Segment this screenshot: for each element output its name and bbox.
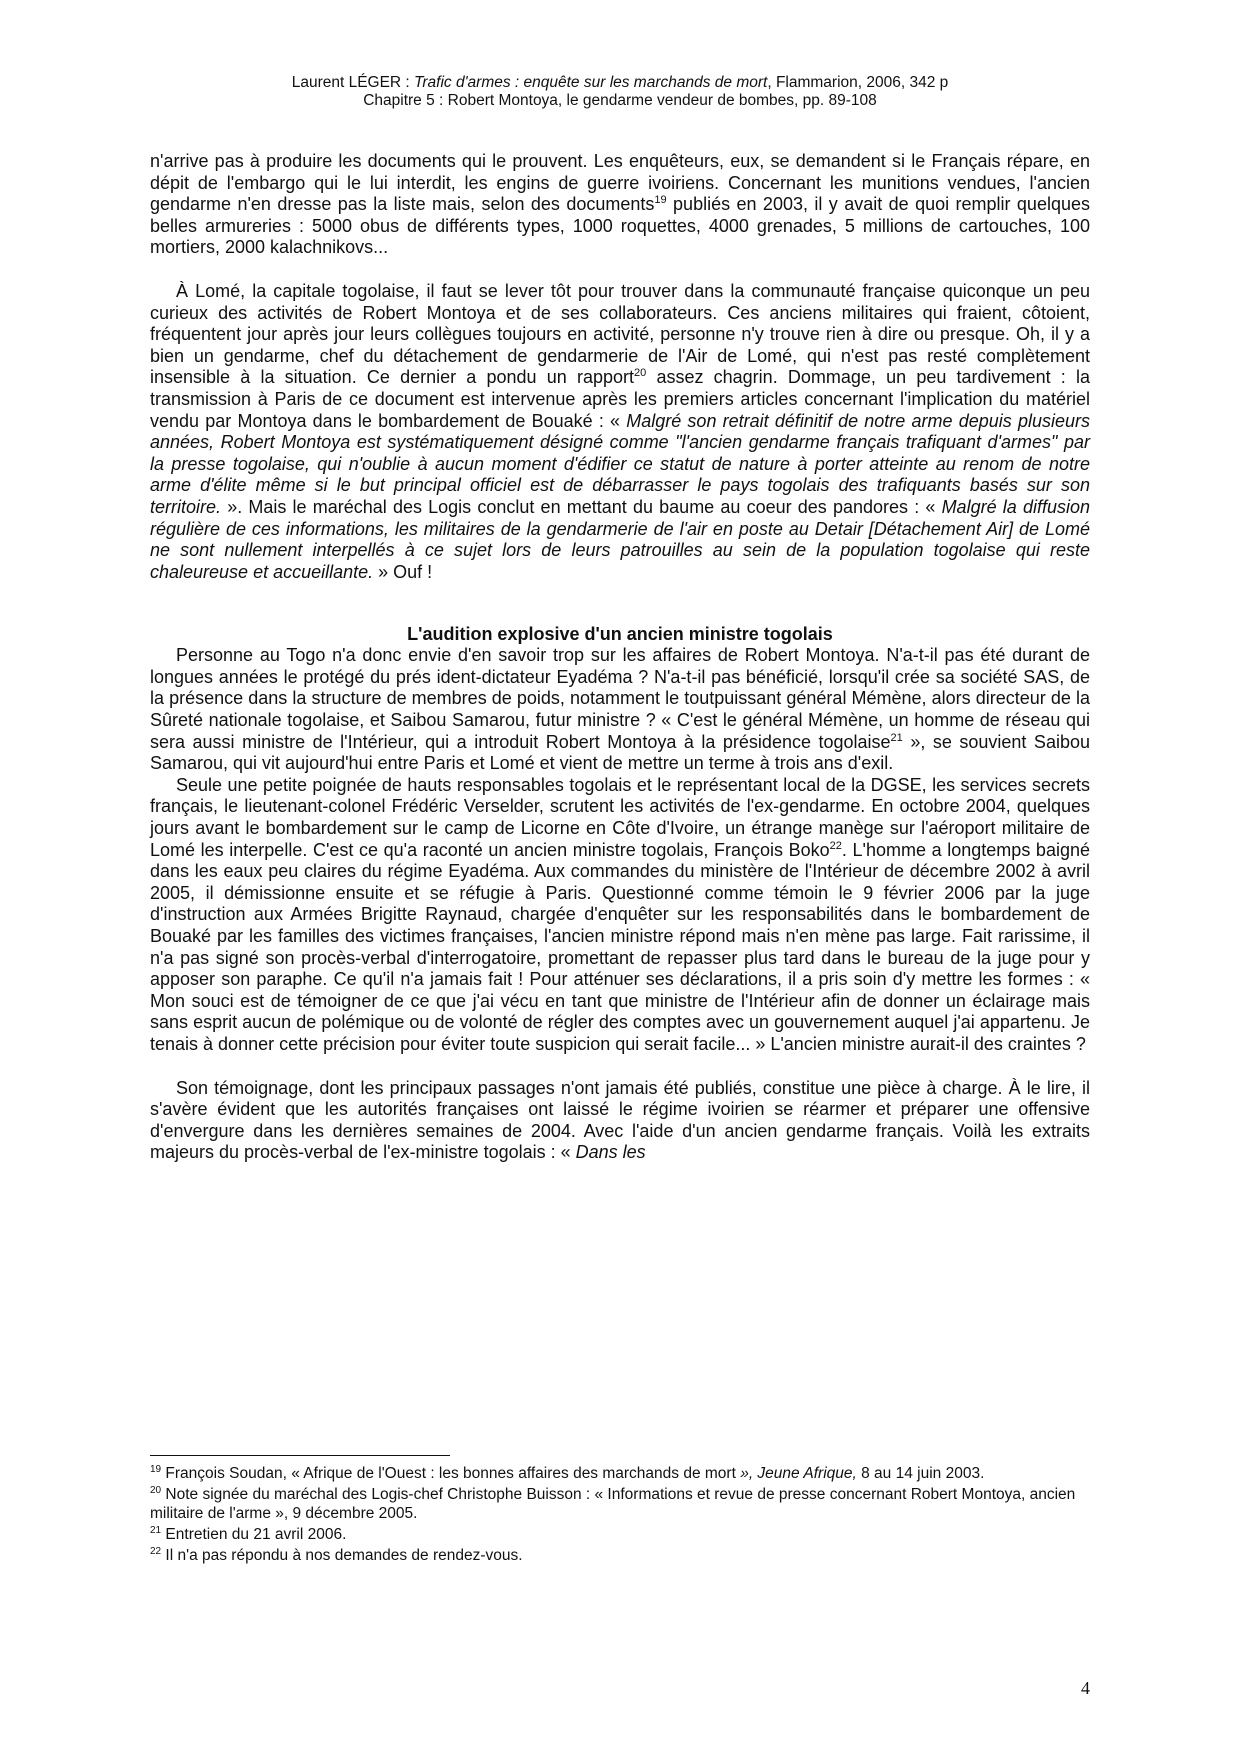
footnote-number: 22: [150, 1545, 162, 1557]
paragraph-4-text-b: . L'homme a longtemps baigné dans les eaux peu claires du régime Eyadéma. Aux commandes du ministère de l'Intérieur de décembre 2002 à avril 2005, il démissionne ensuite et se réfugie à Paris. Questionné comme témoin le 9 février 2006 par la juge d'instruction aux Armées Brigitte Raynaud, chargée d'enquêter sur les responsabilités dans le bombardement de Bouaké par les familles des victimes françaises, l'ancien ministre répond mais n'en mène pas large. Fait rarissime, il n'a pas signé son procès-verbal d'interrogatoire, promettant de repasser plus tard dans le bureau de la juge pour y apposer son paraphe. Ce qu'il n'a jamais fait ! Pour atténuer ses déclarations, il a pris soin d'y mettre les formes : « Mon souci est de témoigner de ce que j'ai vécu en tant que ministre de l'Intérieur afin de donner un éclairage mais sans esprit aucun de polémique ou de volonté de régler des comptes avec un gouvernement auquel j'ai appartenu. Je tenais à donner cette précision pour éviter toute suspicion qui serait facile... » L'ancien ministre aurait-il des craintes ?: [150, 839, 1090, 1054]
paragraph-2-quote-1: Malgré son retrait définitif de notre arme depuis plusieurs années, Robert Montoya est systématiquement désigné comme "l'ancien gendarme français trafiquant d'armes" par la presse togolaise, qui n'oublie à aucun moment d'édifier ce statut de nature à porter atteinte au renom de notre arme d'élite même si le but principal officiel est de débarrasser le pays togolais des trafiquants basés sur son territoire.: [150, 410, 1090, 517]
header-line-1: [150, 74, 1090, 92]
paragraph-2-text-a: À Lomé, la capitale togolaise, il faut se lever tôt pour trouver dans la communauté française quiconque un peu curieux des activités de Robert Montoya et de ses collaborateurs. Ces anciens militaires qui fraient, côtoient, fréquentent jour après jour leurs collègues toujours en activité, personne n'y trouve rien à dire ou presque. Oh, il y a bien un gendarme, chef du détachement de gendarmerie de l'Air de Lomé, qui n'est pas resté complètement insensible à la situation. Ce dernier a pondu un rapport: [150, 280, 1090, 388]
paragraph-5-quote: Dans les: [575, 1142, 646, 1163]
footnote-text: Entretien du 21 avril 2006.: [161, 1526, 347, 1543]
footnote-ref-19[interactable]: 19: [654, 194, 667, 207]
paragraph-4-text-a: Seule une petite poignée de hauts responsables togolais et le représentant local de la DGSE, les services secrets français, le lieutenant-colonel Frédéric Verselder, scrutent les activités de l'ex-gendarme. En octobre 2004, quelques jours avant le bombardement sur le camp de Licorne en Côte d'Ivoire, un étrange manège sur l'aéroport militaire de Lomé les interpelle. C'est ce qu'a raconté un ancien ministre togolais, François Boko: [150, 774, 1090, 860]
header-publication: , Flammarion, 2006, 342 p: [767, 74, 949, 91]
footnote-ref-20[interactable]: 20: [634, 367, 647, 380]
paragraph-5-text-a: Son témoignage, dont les principaux passages n'ont jamais été publiés, constitue une pièce à charge. À le lire, il s'avère évident que les autorités françaises ont laissé le régime ivoirien se réarmer et préparer une offensive d'envergure dans les dernières semaines de 2004. Avec l'aide d'un ancien gendarme français. Voilà les extraits majeurs du procès-verbal de l'ex-ministre togolais : «: [150, 1077, 1090, 1163]
footnotes: [150, 1462, 1090, 1567]
footnote-text-end: 8 au 14 juin 2003.: [856, 1465, 985, 1482]
footnote-ref-21[interactable]: 21: [890, 731, 903, 744]
section-gap: [150, 583, 1090, 623]
paragraph-2-text-c: ». Mais le maréchal des Logis conclut en mettant du baume au coeur des pandores : «: [221, 496, 942, 517]
header-line-2: Chapitre 5 : Robert Montoya, le gendarme vendeur de bombes, pp. 89-108: [363, 92, 877, 109]
paragraph-3: [150, 645, 1090, 775]
paragraph-1-text-a: n'arrive pas à produire les documents qui le prouvent. Les enquêteurs, eux, se demandent si le Français répare, en dépit de l'embargo qui le lui interdit, les engins de guerre ivoiriens. Concernant les munitions vendues, l'ancien gendarme n'en dresse pas la liste mais, selon des documents: [150, 151, 1090, 215]
paragraph-4: [150, 775, 1090, 1056]
footnote-21: [150, 1525, 1090, 1544]
paragraph-2-text-b: assez chagrin. Dommage, un peu tardivement : la transmission à Paris de ce document est intervenue après les premiers articles concernant l'implication du matériel vendu par Montoya dans le bombardement de Bouaké : «: [150, 367, 1090, 431]
footnote-20: [150, 1485, 1090, 1523]
paragraph-gap: [150, 1056, 1090, 1078]
header-book-title: Trafic d'armes : enquête sur les marchands de mort: [414, 74, 768, 91]
paragraph-1: [150, 151, 1090, 259]
paragraph-3-text-a: Personne au Togo n'a donc envie d'en savoir trop sur les affaires de Robert Montoya. N'a-t-il pas été durant de longues années le protégé du prés ident-dictateur Eyadéma ? N'a-t-il pas bénéficié, lorsqu'il crée sa société SAS, de la présence dans la structure de membres de poids, notamment le toutpuissant général Mémène, alors directeur de la Sûreté nationale togolaise, et Saibou Samarou, futur ministre ? « C'est le général Mémène, un homme de réseau qui sera aussi ministre de l'Intérieur, qui a introduit Robert Montoya à la présidence togolaise: [150, 645, 1090, 752]
running-header: [150, 74, 1090, 110]
footnote-number: 19: [150, 1463, 162, 1475]
paragraph-gap: [150, 259, 1090, 281]
paragraph-2-quote-2: Malgré la diffusion régulière de ces informations, les militaires de la gendarmerie de l'air en poste au Detair [Détachement Air] de Lomé ne sont nullement interpellés à ce sujet lors de leurs patrouilles au sein de la population togolaise qui reste chaleureuse et accueillante.: [150, 496, 1090, 582]
paragraph-3-text-b: », se souvient Saibou Samarou, qui vit aujourd'hui entre Paris et Lomé et vient de mettre un terme à trois ans d'exil.: [150, 731, 1090, 774]
paragraph-5: [150, 1078, 1090, 1164]
paragraph-2-text-d: » Ouf !: [373, 561, 433, 582]
footnote-19: [150, 1464, 1090, 1483]
footnote-ref-22[interactable]: 22: [829, 839, 842, 852]
footnote-italic: », Jeune Afrique,: [740, 1465, 857, 1482]
body-text: [150, 151, 1090, 1164]
section-title: L'audition explosive d'un ancien ministre togolais: [407, 624, 833, 645]
footnote-number: 20: [150, 1484, 162, 1496]
footnote-text: François Soudan, « Afrique de l'Ouest : les bonnes affaires des marchands de mort: [161, 1465, 741, 1482]
footnote-22: [150, 1546, 1090, 1565]
page-number: 4: [1081, 1678, 1090, 1698]
header-author: Laurent LÉGER :: [291, 74, 415, 91]
paragraph-2: [150, 281, 1090, 583]
footnote-text: Il n'a pas répondu à nos demandes de rendez-vous.: [161, 1547, 523, 1564]
footnote-separator: [150, 1455, 450, 1456]
footnote-text: Note signée du maréchal des Logis-chef Christophe Buisson : « Informations et revue de presse concernant Robert Montoya, ancien militaire de l'arme », 9 décembre 2005.: [150, 1486, 1076, 1522]
footnote-number: 21: [150, 1524, 162, 1536]
paragraph-1-text-b: publiés en 2003, il y avait de quoi remplir quelques belles armureries : 5000 obus de différents types, 1000 roquettes, 4000 grenades, 5 millions de cartouches, 100 mortiers, 2000 kalachnikovs...: [150, 194, 1090, 258]
